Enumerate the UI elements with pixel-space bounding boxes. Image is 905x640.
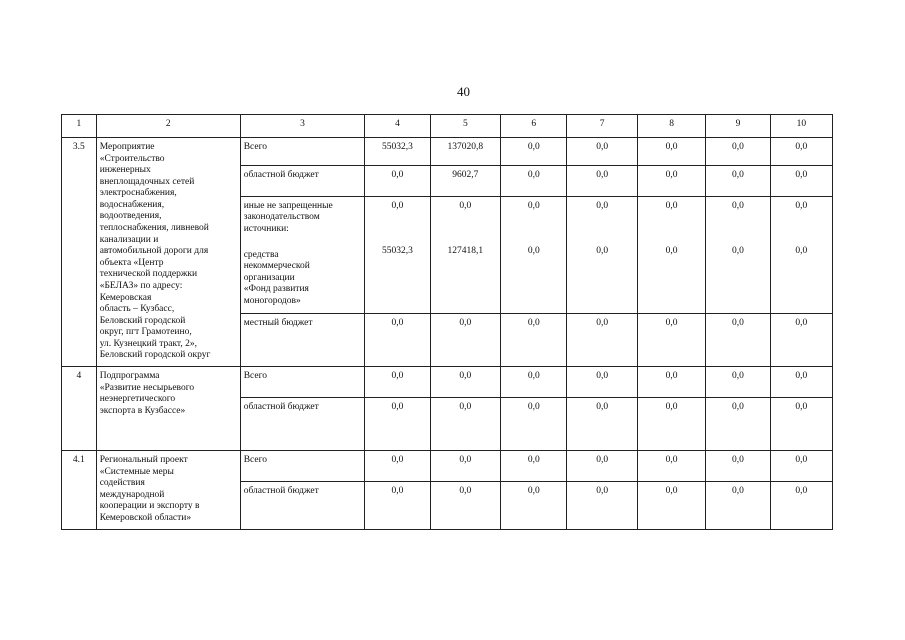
value-cell: 0,0 [770,450,832,481]
value-cell: 0,0 [430,314,500,367]
value-cell: 0,0 55032,3 [365,196,430,313]
value-cell: 0,0 [567,481,637,529]
value-cell: 0,0 [637,366,705,397]
funding-source: областной бюджет [240,397,365,450]
table-row [62,450,833,481]
funding-source: Всего [240,450,365,481]
value-cell: 0,0 [365,166,430,196]
value-cell: 0,0 0,0 [770,196,832,313]
value-cell: 0,0 [567,397,637,450]
value-cell: 0,0 [567,166,637,196]
item-number: 4 [62,366,97,450]
value-cell: 0,0 [501,138,567,166]
value-cell: 0,0 [501,397,567,450]
column-number: 10 [770,115,832,138]
value-cell: 0,0 [365,397,430,450]
item-title: Подпрограмма «Развитие несырьевого неэнергетического экспорта в Кузбассе» [96,366,240,450]
column-number: 2 [96,115,240,138]
value-cell: 0,0 [706,138,770,166]
value-cell: 9602,7 [430,166,500,196]
value-cell: 0,0 [637,450,705,481]
value-cell: 55032,3 [365,138,430,166]
funding-source: областной бюджет [240,481,365,529]
value-cell: 0,0 [430,397,500,450]
item-title: Региональный проект «Системные меры содействия международной кооперации и экспорту в Кемеровской области» [96,450,240,529]
column-number: 6 [501,115,567,138]
value-cell: 0,0 [567,138,637,166]
value-cell: 0,0 [706,366,770,397]
value-cell: 0,0 [501,366,567,397]
column-number-row [62,115,833,138]
column-number: 8 [637,115,705,138]
column-number: 4 [365,115,430,138]
value-cell: 0,0 [567,450,637,481]
value-cell: 0,0 [706,481,770,529]
value-cell: 0,0 [706,450,770,481]
value-cell: 137020,8 [430,138,500,166]
value-cell: 0,0 [365,450,430,481]
value-cell: 0,0 0,0 [706,196,770,313]
column-number: 7 [567,115,637,138]
value-cell: 0,0 [637,138,705,166]
funding-source: областной бюджет [240,166,365,196]
value-cell: 0,0 [706,397,770,450]
value-cell: 0,0 [365,481,430,529]
value-cell: 0,0 [501,314,567,367]
value-cell: 0,0 [770,166,832,196]
value-cell: 0,0 [770,366,832,397]
value-cell: 0,0 [430,481,500,529]
column-number: 1 [62,115,97,138]
funding-source-group [240,196,365,313]
page-number: 40 [457,84,470,99]
table-row [62,138,833,166]
item-title: Мероприятие «Строительство инженерных внеплощадочных сетей электроснабжения, водоснабжения, водоотведения, теплоснабжения, ливневой канализации и автомобильной дороги для объекта «Центр технической поддержки «БЕЛАЗ» по адресу: Кемеровская область – Кузбасс, Беловский городской округ, пгт Грамотеино, ул. Кузнецкий тракт, 2», Беловский городской округ [96,138,240,367]
value-cell: 0,0 [430,366,500,397]
value-cell: 0,0 [770,138,832,166]
table-row [62,366,833,397]
funding-subsource: средства некоммерческой организации «Фонд развития моногородов» [243,249,310,306]
value-cell: 0,0 [637,314,705,367]
value-cell: 0,0 [770,481,832,529]
financing-table [61,114,833,530]
value-cell: 0,0 [365,314,430,367]
value-cell: 0,0 [365,366,430,397]
item-number: 3.5 [62,138,97,367]
funding-source: Всего [240,138,365,166]
column-number: 9 [706,115,770,138]
value-cell: 0,0 [770,314,832,367]
value-cell: 0,0 127418,1 [430,196,500,313]
funding-source: Всего [240,366,365,397]
column-number: 3 [240,115,365,138]
funding-source: иные не запрещенные законодательством источники: [243,200,333,234]
value-cell: 0,0 [501,450,567,481]
value-cell: 0,0 [637,166,705,196]
value-cell: 0,0 [770,397,832,450]
value-cell: 0,0 0,0 [567,196,637,313]
value-cell: 0,0 [637,481,705,529]
value-cell: 0,0 [501,166,567,196]
value-cell: 0,0 0,0 [501,196,567,313]
value-cell: 0,0 [637,397,705,450]
value-cell: 0,0 [706,314,770,367]
value-cell: 0,0 0,0 [637,196,705,313]
value-cell: 0,0 [567,366,637,397]
item-number: 4.1 [62,450,97,529]
value-cell: 0,0 [706,166,770,196]
value-cell: 0,0 [501,481,567,529]
value-cell: 0,0 [567,314,637,367]
value-cell: 0,0 [430,450,500,481]
column-number: 5 [430,115,500,138]
funding-source: местный бюджет [240,314,365,367]
